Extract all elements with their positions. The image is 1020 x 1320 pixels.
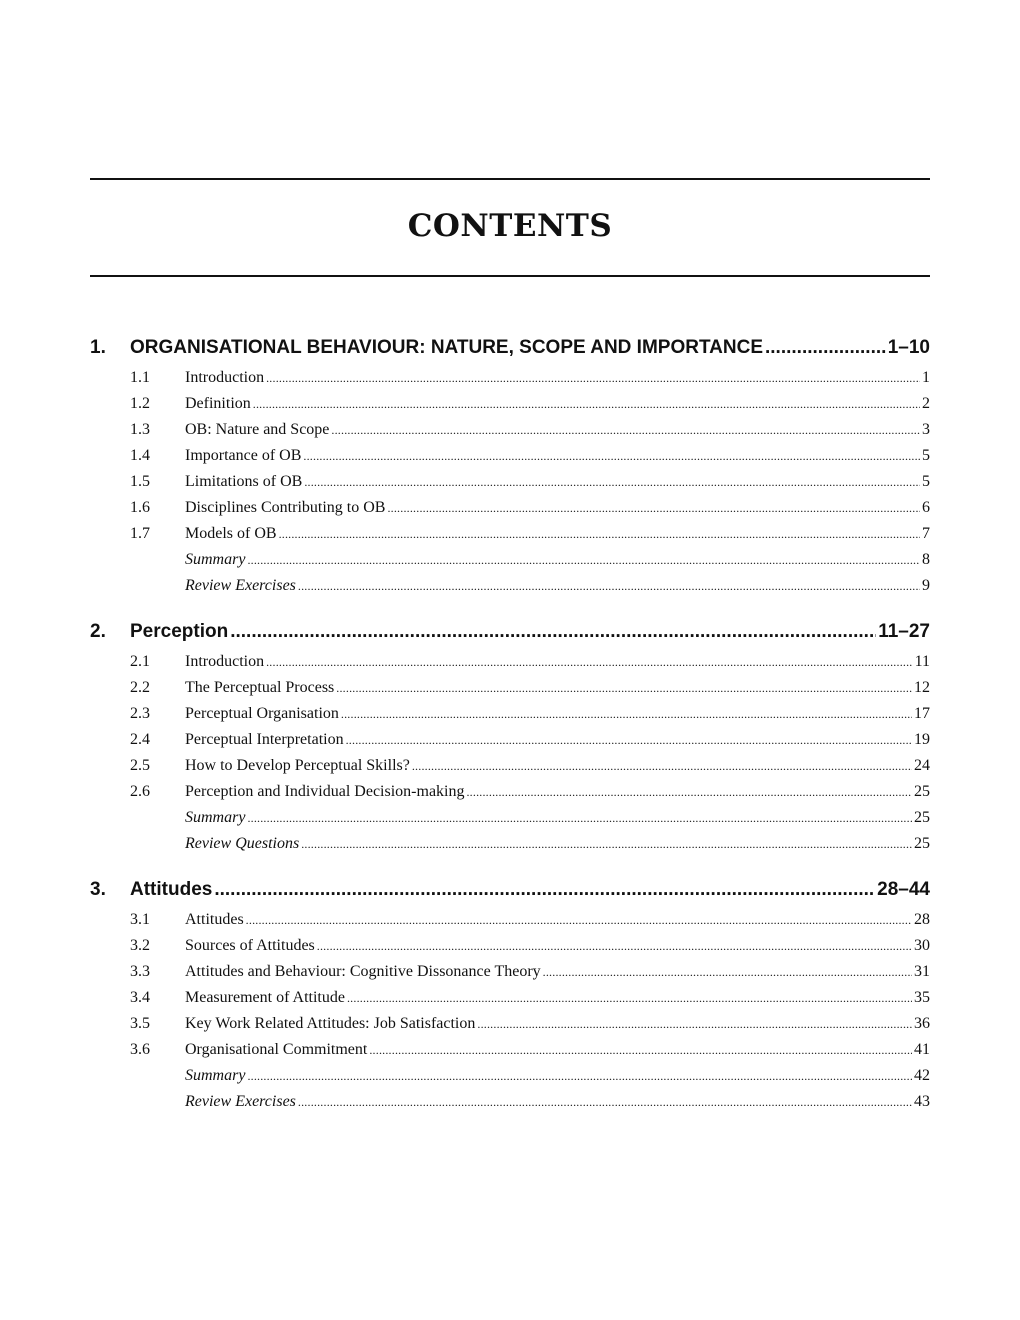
section-number: 3.5 [130,1015,150,1032]
section-title: Definition [185,395,251,412]
section-number: 2.6 [130,783,150,800]
section-page-number: 8 [922,551,930,568]
section-title: Organisational Commitment [185,1041,368,1058]
chapter-heading[interactable] [90,333,930,363]
toc-entry[interactable] [90,727,930,753]
section-title: OB: Nature and Scope [185,421,330,438]
section-number: 1.4 [130,447,150,464]
section-number: 1.2 [130,395,150,412]
section-title: Summary [185,551,246,568]
chapter-section [90,875,930,1115]
chapter-page-range: 11–27 [878,621,930,642]
section-page-number: 42 [914,1067,930,1084]
section-page-number: 19 [914,731,930,748]
toc-entry[interactable] [90,1089,930,1115]
dot-leader [765,333,886,363]
section-page-number: 25 [914,835,930,852]
section-title: Perceptual Organisation [185,705,339,722]
chapter-title: Attitudes [130,879,213,900]
section-title: Measurement of Attitude [185,989,345,1006]
section-page-number: 6 [922,499,930,516]
toc-entry[interactable] [90,547,930,573]
toc-entry[interactable] [90,469,930,495]
section-page-number: 5 [922,473,930,490]
dot-leader [298,1089,912,1115]
dot-leader [301,831,912,857]
section-number: 1.1 [130,369,150,386]
section-title: Attitudes and Behaviour: Cognitive Dissonance Theory [185,963,541,980]
dot-leader [304,469,920,495]
section-number: 2.2 [130,679,150,696]
chapter-title: ORGANISATIONAL BEHAVIOUR: NATURE, SCOPE AND IMPORTANCE [130,337,763,358]
section-page-number: 36 [914,1015,930,1032]
toc-entry[interactable] [90,1037,930,1063]
section-title: The Perceptual Process [185,679,335,696]
section-title: Summary [185,809,246,826]
chapter-number: 1. [90,337,106,358]
section-title: Review Exercises [185,577,296,594]
section-number: 3.1 [130,911,150,928]
chapter-heading[interactable] [90,875,930,905]
section-number: 1.3 [130,421,150,438]
toc-entry[interactable] [90,805,930,831]
section-number: 2.4 [130,731,150,748]
dot-leader [336,675,912,701]
section-title: Limitations of OB [185,473,303,490]
chapter-section [90,617,930,857]
section-number: 3.3 [130,963,150,980]
dot-leader [346,727,912,753]
section-list [90,905,930,1115]
dot-leader [247,547,920,573]
dot-leader [246,907,912,933]
dot-leader [214,875,875,905]
section-page-number: 31 [914,963,930,980]
section-number: 3.2 [130,937,150,954]
toc-entry[interactable] [90,521,930,547]
dot-leader [347,985,912,1011]
dot-leader [266,649,913,675]
dot-leader [466,779,912,805]
chapter-heading[interactable] [90,617,930,647]
section-page-number: 24 [914,757,930,774]
section-page-number: 3 [922,421,930,438]
section-title: Review Exercises [185,1093,296,1110]
section-title: Sources of Attitudes [185,937,315,954]
section-title: Perception and Individual Decision-making [185,783,465,800]
section-page-number: 11 [914,653,930,670]
toc-entry[interactable] [90,831,930,857]
section-page-number: 2 [922,395,930,412]
section-number: 1.6 [130,499,150,516]
top-rule [90,178,930,180]
section-title: Perceptual Interpretation [185,731,344,748]
section-title: Attitudes [185,911,244,928]
section-number: 1.5 [130,473,150,490]
toc-entry[interactable] [90,365,930,391]
toc-entry[interactable] [90,701,930,727]
dot-leader [279,521,920,547]
toc-entry[interactable] [90,495,930,521]
toc-entry[interactable] [90,907,930,933]
section-page-number: 1 [922,369,930,386]
dot-leader [266,365,920,391]
page-title: CONTENTS [407,208,613,244]
section-list [90,363,930,599]
dot-leader [247,805,912,831]
dot-leader [369,1037,912,1063]
section-page-number: 25 [914,809,930,826]
section-page-number: 5 [922,447,930,464]
section-title: Models of OB [185,525,277,542]
section-page-number: 17 [914,705,930,722]
section-page-number: 9 [922,577,930,594]
dot-leader [412,753,912,779]
section-number: 3.4 [130,989,150,1006]
dot-leader [317,933,912,959]
section-number: 2.5 [130,757,150,774]
toc-entry[interactable] [90,391,930,417]
section-title: Review Questions [185,835,300,852]
section-title: Introduction [185,653,265,670]
chapter-page-range: 1–10 [887,337,930,358]
section-page-number: 35 [914,989,930,1006]
toc-entry[interactable] [90,933,930,959]
section-list [90,647,930,857]
chapter-page-range: 28–44 [877,879,930,900]
section-title: Key Work Related Attitudes: Job Satisfaction [185,1015,476,1032]
dot-leader [247,1063,912,1089]
bottom-rule [90,275,930,277]
toc-entry[interactable] [90,649,930,675]
dot-leader [477,1011,912,1037]
section-page-number: 43 [914,1093,930,1110]
toc-entry[interactable] [90,443,930,469]
dot-leader [331,417,920,443]
section-number: 2.3 [130,705,150,722]
dot-leader [543,959,912,985]
chapter-number: 3. [90,879,106,900]
toc-entry[interactable] [90,675,930,701]
section-page-number: 12 [914,679,930,696]
toc-entry[interactable] [90,779,930,805]
toc-entry[interactable] [90,573,930,599]
section-title: Disciplines Contributing to OB [185,499,386,516]
section-title: Importance of OB [185,447,302,464]
dot-leader [341,701,912,727]
dot-leader [230,617,876,647]
table-of-contents [90,333,930,1133]
section-number: 2.1 [130,653,150,670]
dot-leader [253,391,920,417]
section-page-number: 25 [914,783,930,800]
section-number: 3.6 [130,1041,150,1058]
chapter-section [90,333,930,599]
section-page-number: 30 [914,937,930,954]
chapter-title: Perception [130,621,229,642]
dot-leader [303,443,920,469]
section-number: 1.7 [130,525,150,542]
toc-entry[interactable] [90,753,930,779]
toc-entry[interactable] [90,985,930,1011]
section-page-number: 7 [922,525,930,542]
chapter-number: 2. [90,621,106,642]
section-title: Summary [185,1067,246,1084]
section-page-number: 41 [914,1041,930,1058]
toc-entry[interactable] [90,1063,930,1089]
section-title: Introduction [185,369,265,386]
dot-leader [298,573,920,599]
section-page-number: 28 [914,911,930,928]
toc-entry[interactable] [90,959,930,985]
dot-leader [387,495,920,521]
toc-entry[interactable] [90,417,930,443]
section-title: How to Develop Perceptual Skills? [185,757,410,774]
toc-entry[interactable] [90,1011,930,1037]
